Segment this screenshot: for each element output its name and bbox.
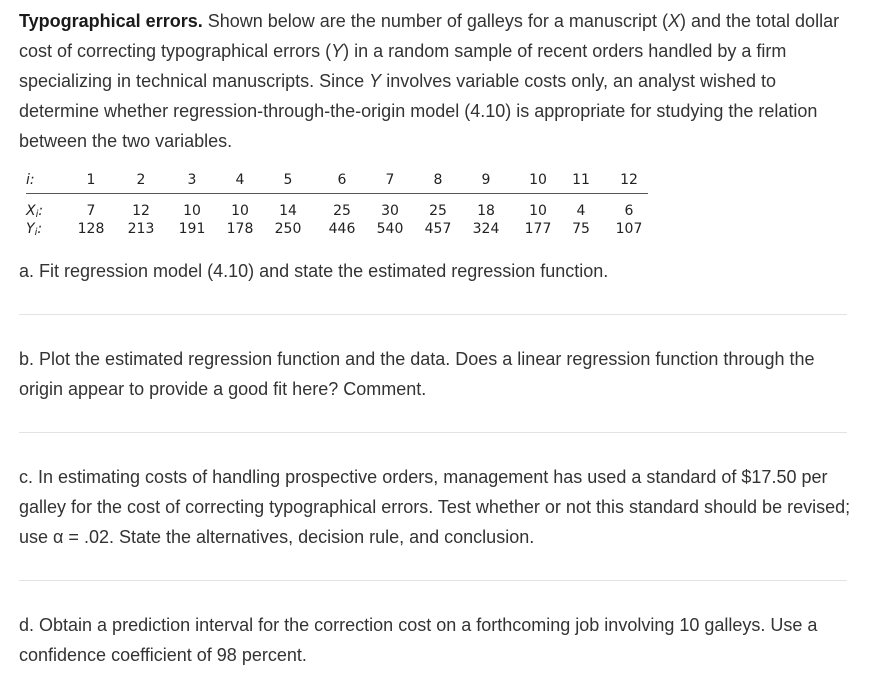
table-cell-y: 177 — [524, 221, 552, 237]
y-variable-2: Y — [369, 71, 382, 91]
table-cell-x: 6 — [624, 203, 634, 219]
question-a: a. Fit regression model (4.10) and state the estimated regression function. — [19, 261, 609, 281]
x-variable: X — [667, 11, 680, 31]
row-label-x-subscript: i — [35, 209, 39, 220]
intro-text-4: involves variable costs only, an analyst wished to determine whether regression-through-the-origin model (4.10) is appropriate for studying the relation between the two variables. — [19, 71, 818, 151]
table-cell-y: 75 — [572, 221, 590, 237]
intro-text-3: ) in a random sample of recent orders handled by a firm specializing in technical manuscripts. Since — [19, 41, 787, 91]
table-cell-y: 128 — [77, 221, 105, 237]
table-cell-i: 6 — [337, 172, 347, 188]
table-cell-x: 4 — [576, 203, 586, 219]
table-cell-y: 250 — [274, 221, 302, 237]
table-cell-y: 324 — [472, 221, 500, 237]
table-cell-i: 9 — [481, 172, 491, 188]
table-cell-i: 12 — [620, 172, 638, 188]
y-variable: Y — [331, 41, 344, 61]
intro-text-1: Shown below are the number of galleys for a manuscript ( — [202, 11, 668, 31]
divider-2 — [19, 432, 847, 433]
table-cell-i: 10 — [529, 172, 547, 188]
table-cell-i: 7 — [385, 172, 395, 188]
table-cell-y: 446 — [328, 221, 356, 237]
intro-text-2: ) and the total dollar cost of correcting typographical errors ( — [19, 11, 840, 61]
problem-title: Typographical errors. — [19, 11, 203, 31]
table-cell-y: 213 — [127, 221, 155, 237]
divider-1 — [19, 314, 847, 315]
table-cell-i: 5 — [283, 172, 293, 188]
galleys-cost-table — [26, 170, 648, 242]
row-label-y — [26, 221, 42, 238]
table-cell-x: 12 — [132, 203, 150, 219]
table-cell-x: 14 — [279, 203, 297, 219]
table-header-rule — [26, 193, 648, 194]
row-label-x-letter: X — [26, 203, 36, 219]
row-label-x-colon: : — [38, 203, 44, 219]
table-cell-x: 10 — [231, 203, 249, 219]
divider-3 — [19, 580, 847, 581]
row-label-x — [26, 203, 43, 220]
row-label-i: i: — [26, 172, 35, 188]
table-cell-y: 191 — [178, 221, 206, 237]
table-cell-i: 11 — [572, 172, 590, 188]
table-cell-x: 18 — [477, 203, 495, 219]
problem-intro — [19, 6, 859, 156]
table-cell-i: 2 — [136, 172, 146, 188]
table-cell-i: 3 — [187, 172, 197, 188]
row-label-y-letter: Y — [26, 221, 35, 237]
table-cell-i: 8 — [433, 172, 443, 188]
table-cell-x: 25 — [333, 203, 351, 219]
row-label-y-colon: : — [37, 221, 43, 237]
table-cell-x: 7 — [86, 203, 96, 219]
table-cell-y: 107 — [615, 221, 643, 237]
table-cell-y: 178 — [226, 221, 254, 237]
table-cell-x: 25 — [429, 203, 447, 219]
row-label-y-subscript: i — [34, 227, 38, 238]
table-cell-x: 10 — [183, 203, 201, 219]
table-cell-i: 1 — [86, 172, 96, 188]
table-cell-i: 4 — [235, 172, 245, 188]
table-cell-x: 30 — [381, 203, 399, 219]
question-d: d. Obtain a prediction interval for the correction cost on a forthcoming job involving 10 galleys. Use a confidence coefficient of 98 percent. — [19, 615, 818, 665]
question-c: c. In estimating costs of handling prospective orders, management has used a standard of $17.50 per galley for the cost of correcting typographical errors. Test whether or not this standard should be revised; use α = .02. State the alternatives, decision rule, and conclusion. — [19, 467, 851, 547]
table-cell-y: 457 — [424, 221, 452, 237]
table-cell-y: 540 — [376, 221, 404, 237]
table-cell-x: 10 — [529, 203, 547, 219]
question-b: b. Plot the estimated regression function and the data. Does a linear regression function through the origin appear to provide a good fit here? Comment. — [19, 349, 815, 399]
